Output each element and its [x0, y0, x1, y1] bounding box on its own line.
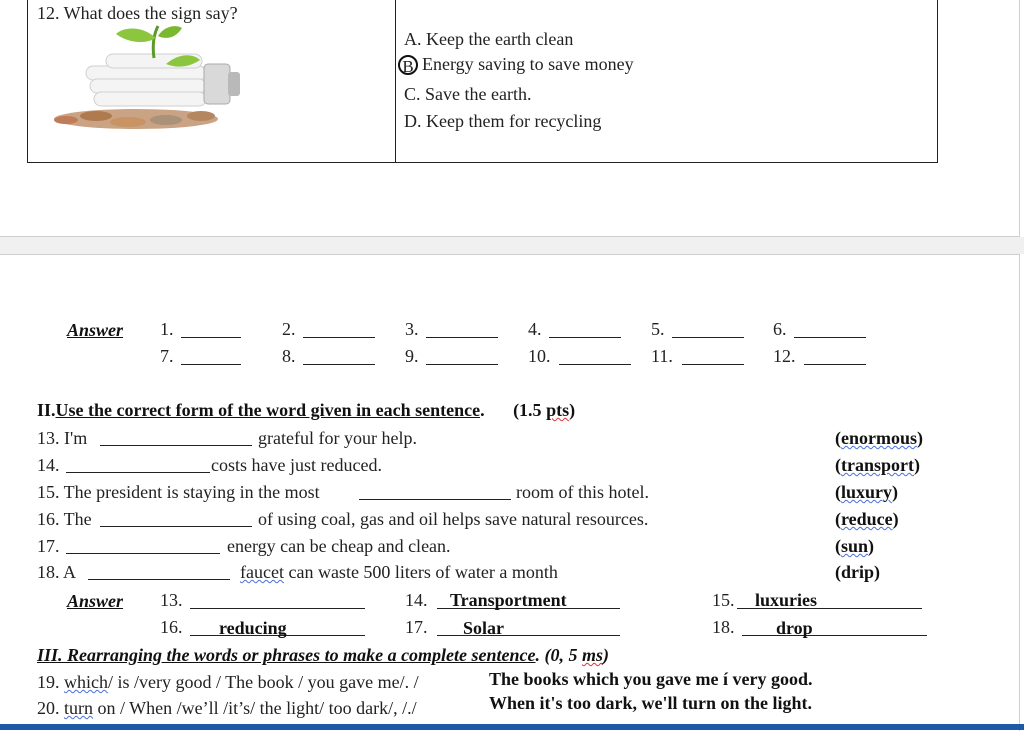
- section-2-word-part: (: [835, 482, 841, 502]
- section-2-word-hint: [835, 537, 874, 555]
- answer-grid-number: 10.: [528, 346, 551, 366]
- section-2-blank[interactable]: [100, 526, 252, 527]
- section-2-item-after: energy can be cheap and clean.: [227, 536, 451, 556]
- section-2-answer-number: 13.: [160, 590, 183, 610]
- section-2-answer-number: 18.: [712, 617, 735, 637]
- selected-answer-circle: B: [398, 55, 418, 75]
- question-19-answer[interactable]: The books which you gave me í very good.: [489, 669, 813, 689]
- section-2-item-rest: [227, 537, 451, 555]
- answer-grid-blank[interactable]: [559, 364, 631, 365]
- section-2-answer-number: 17.: [405, 617, 428, 637]
- section-2-item-rest: [258, 429, 417, 447]
- section-2-item-text: 15. The president is staying in the most: [37, 482, 320, 502]
- section-2-item-rest: [240, 563, 558, 581]
- question-12-prompt: 12. What does the sign say?: [37, 3, 238, 23]
- section-2-answer-blank[interactable]: [742, 635, 927, 636]
- section-2-blank[interactable]: [66, 553, 220, 554]
- answer-grid-number: 3.: [405, 319, 419, 339]
- answer-grid-blank[interactable]: [804, 364, 866, 365]
- section-2-item-text: 17.: [37, 536, 60, 556]
- section-2-word-part: luxury: [841, 482, 893, 502]
- section-2-answer-value[interactable]: drop: [776, 618, 813, 638]
- section-2-item-text: 14.: [37, 455, 60, 475]
- section-2-word-hint: [835, 429, 923, 447]
- section-2-blank[interactable]: [359, 499, 511, 500]
- section-2-item-after: can waste 500 liters of water a month: [283, 562, 558, 582]
- answer-grid-number: 8.: [282, 346, 296, 366]
- answer-grid-number: 6.: [773, 319, 787, 339]
- answer-grid-number: 1.: [160, 319, 174, 339]
- section-2-word-part: ): [892, 509, 899, 529]
- answer-grid-number: 9.: [405, 346, 419, 366]
- section-2-answer-label: Answer: [67, 591, 124, 611]
- energy-saving-bulb-image: [36, 24, 252, 136]
- answer-grid-blank[interactable]: [426, 337, 498, 338]
- section-2-word-hint: (drip): [835, 562, 880, 582]
- spellcheck-word: faucet: [240, 562, 284, 582]
- option-b[interactable]: B Energy saving to save money: [398, 55, 634, 75]
- section-2-word-hint: [835, 483, 898, 501]
- section-2-item-after: of using coal, gas and oil helps save natural resources.: [258, 509, 649, 529]
- section-2-word-hint: [835, 510, 899, 528]
- answer-grid-blank[interactable]: [303, 337, 375, 338]
- section-2-word-part: sun: [841, 536, 869, 556]
- section-2-blank[interactable]: [100, 445, 252, 446]
- question-19: 19. which/ is /very good / The book / you gave me/. /: [37, 672, 419, 692]
- section-2-answer-value[interactable]: luxuries: [755, 590, 818, 610]
- section-2-answer-number: 15.: [712, 590, 735, 610]
- answer-grid-blank[interactable]: [794, 337, 866, 338]
- answer-grid-blank[interactable]: [549, 337, 621, 338]
- section-2-answer-value[interactable]: reducing: [219, 618, 287, 638]
- answer-grid-blank[interactable]: [303, 364, 375, 365]
- section-2-word-part: (: [835, 536, 841, 556]
- section-2-answer-value[interactable]: Solar: [463, 618, 505, 638]
- section-2-item-after: costs have just reduced.: [211, 455, 382, 475]
- option-c[interactable]: C. Save the earth.: [404, 84, 532, 104]
- option-d[interactable]: D. Keep them for recycling: [404, 111, 602, 131]
- section-2-word-part: ): [892, 482, 899, 502]
- section-2-word-part: (: [835, 509, 841, 529]
- answer-grid-blank[interactable]: [672, 337, 744, 338]
- answer-grid-blank[interactable]: [682, 364, 744, 365]
- answer-grid-number: 2.: [282, 319, 296, 339]
- section-2-word-part: (: [835, 455, 841, 475]
- section-2-item-after: grateful for your help.: [258, 428, 417, 448]
- section-2-word-part: reduce: [841, 509, 893, 529]
- section-2-item-text: 16. The: [37, 509, 92, 529]
- section-2-item-rest: [516, 483, 649, 501]
- answer-grid-blank[interactable]: [181, 337, 241, 338]
- question-20: 20. turn on / When /we’ll /it’s/ the light/ too dark/, /./: [37, 698, 417, 718]
- page-1-bottom: [0, 0, 1020, 237]
- section-2-answer-number: 14.: [405, 590, 428, 610]
- answer-grid-number: 12.: [773, 346, 796, 366]
- bottom-accent-bar: [0, 724, 1024, 730]
- section-2-word-hint: [835, 456, 920, 474]
- section-2-answer-value[interactable]: Transportment: [450, 590, 567, 610]
- section-2-item-text: 13. I'm: [37, 428, 88, 448]
- answer-grid-blank[interactable]: [181, 364, 241, 365]
- section-2-answer-number: 16.: [160, 617, 183, 637]
- answer-grid-number: 11.: [651, 346, 673, 366]
- section-2-word-part: ): [917, 428, 923, 448]
- section-3-heading: III. Rearranging the words or phrases to make a complete sentence. (0, 5 ms): [37, 645, 610, 665]
- answer-grid-blank[interactable]: [426, 364, 498, 365]
- section-2-item-after: room of this hotel.: [516, 482, 649, 502]
- section-2-word-part: transport: [841, 455, 914, 475]
- section-2-blank[interactable]: [66, 472, 210, 473]
- section-2-answer-blank[interactable]: [190, 608, 365, 609]
- section-2-item-rest: [258, 510, 648, 528]
- answer-grid-number: 4.: [528, 319, 542, 339]
- table-divider: [395, 0, 396, 162]
- answer-grid-number: 7.: [160, 346, 174, 366]
- section-2-word-part: ): [868, 536, 875, 556]
- section-2-word-part: ): [914, 455, 920, 475]
- option-a[interactable]: A. Keep the earth clean: [404, 29, 574, 49]
- section-2-item-text: 18. A: [37, 562, 77, 582]
- answer-grid-label: Answer: [67, 320, 124, 340]
- page-gap: [0, 237, 1024, 254]
- question-20-answer[interactable]: When it's too dark, we'll turn on the light.: [489, 693, 813, 713]
- section-2-heading: II.Use the correct form of the word given in each sentence. (1.5 pts): [37, 400, 576, 420]
- section-2-blank[interactable]: [88, 579, 230, 580]
- answer-grid-number: 5.: [651, 319, 665, 339]
- section-2-word-part: enormous: [841, 428, 917, 448]
- section-2-word-part: (: [835, 428, 841, 448]
- section-2-item-rest: [211, 456, 382, 474]
